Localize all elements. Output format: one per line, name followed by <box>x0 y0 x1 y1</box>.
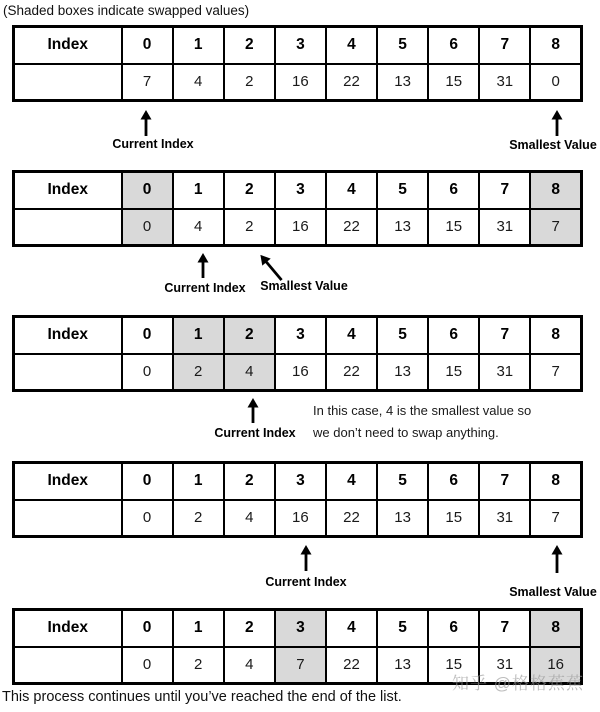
value-cell: 7 <box>530 500 581 537</box>
empty-cell <box>14 209 122 246</box>
index-cell: 4 <box>326 463 377 500</box>
value-cell: 22 <box>326 354 377 391</box>
value-cell: 31 <box>479 500 530 537</box>
index-cell: 5 <box>377 172 428 209</box>
index-header-cell: Index <box>14 317 122 354</box>
value-cell: 16 <box>275 209 326 246</box>
value-cell: 16 <box>275 354 326 391</box>
table-row <box>14 354 582 391</box>
index-cell: 0 <box>122 317 173 354</box>
index-cell: 2 <box>224 27 275 64</box>
smallest-value-label: Smallest Value <box>509 138 597 152</box>
table-row <box>14 463 582 500</box>
value-cell: 13 <box>377 354 428 391</box>
value-cell-swapped: 7 <box>530 209 581 246</box>
value-cell: 16 <box>275 500 326 537</box>
index-cell: 7 <box>479 463 530 500</box>
empty-cell <box>14 647 122 684</box>
value-cell: 4 <box>224 500 275 537</box>
array-table-step-1 <box>12 25 583 102</box>
empty-cell <box>14 500 122 537</box>
index-cell: 3 <box>275 172 326 209</box>
value-cell: 13 <box>377 647 428 684</box>
current-index-label: Current Index <box>265 575 347 589</box>
index-cell: 8 <box>530 317 581 354</box>
index-cell: 7 <box>479 27 530 64</box>
value-cell: 13 <box>377 500 428 537</box>
index-cell: 6 <box>428 27 479 64</box>
value-cell: 0 <box>122 500 173 537</box>
current-index-label: Current Index <box>112 137 194 151</box>
note-line-2: we don’t need to swap anything. <box>313 425 499 440</box>
index-cell: 6 <box>428 172 479 209</box>
array-table-step-4 <box>12 461 583 538</box>
value-cell-swapped: 2 <box>173 354 224 391</box>
index-cell-shaded: 2 <box>224 317 275 354</box>
current-index-label: Current Index <box>164 281 246 295</box>
value-cell: 13 <box>377 64 428 101</box>
array-table-step-2 <box>12 170 583 247</box>
table-row <box>14 610 582 647</box>
value-cell: 2 <box>224 209 275 246</box>
value-cell: 22 <box>326 64 377 101</box>
index-cell: 0 <box>122 27 173 64</box>
value-cell: 0 <box>122 354 173 391</box>
index-cell-shaded: 8 <box>530 610 581 647</box>
value-cell: 15 <box>428 64 479 101</box>
index-cell: 5 <box>377 610 428 647</box>
table-row <box>14 500 582 537</box>
value-cell-swapped: 4 <box>224 354 275 391</box>
index-cell: 5 <box>377 27 428 64</box>
smallest-value-label: Smallest Value <box>509 585 597 599</box>
index-header-cell: Index <box>14 610 122 647</box>
value-cell: 31 <box>479 647 530 684</box>
value-cell: 0 <box>122 647 173 684</box>
note-line-1: In this case, 4 is the smallest value so <box>313 403 532 418</box>
table-row <box>14 172 582 209</box>
watermark: 知乎 @格格蕉蕉 <box>452 674 584 693</box>
index-header-cell: Index <box>14 172 122 209</box>
value-cell: 0 <box>530 64 581 101</box>
index-cell: 1 <box>173 610 224 647</box>
index-cell: 6 <box>428 463 479 500</box>
table-row <box>14 209 582 246</box>
up-arrow-icon <box>299 545 313 571</box>
value-cell: 15 <box>428 647 479 684</box>
index-cell: 7 <box>479 172 530 209</box>
index-cell: 1 <box>173 463 224 500</box>
up-arrow-icon <box>196 253 210 278</box>
value-cell: 15 <box>428 209 479 246</box>
up-arrow-icon <box>550 545 564 573</box>
up-arrow-icon <box>550 110 564 136</box>
index-cell: 4 <box>326 172 377 209</box>
index-cell: 7 <box>479 317 530 354</box>
up-arrow-icon <box>139 110 153 136</box>
value-cell-swapped: 7 <box>275 647 326 684</box>
index-header-cell: Index <box>14 463 122 500</box>
index-cell: 4 <box>326 610 377 647</box>
value-cell: 22 <box>326 647 377 684</box>
empty-cell <box>14 354 122 391</box>
index-cell: 3 <box>275 463 326 500</box>
value-cell-swapped: 16 <box>530 647 581 684</box>
value-cell: 15 <box>428 500 479 537</box>
index-cell: 2 <box>224 463 275 500</box>
value-cell-swapped: 0 <box>122 209 173 246</box>
index-cell: 8 <box>530 27 581 64</box>
index-cell: 6 <box>428 610 479 647</box>
index-cell-shaded: 3 <box>275 610 326 647</box>
index-cell: 4 <box>326 27 377 64</box>
value-cell: 2 <box>173 500 224 537</box>
value-cell: 7 <box>122 64 173 101</box>
index-cell: 2 <box>224 172 275 209</box>
value-cell: 4 <box>173 209 224 246</box>
index-cell: 3 <box>275 317 326 354</box>
value-cell: 16 <box>275 64 326 101</box>
value-cell: 22 <box>326 500 377 537</box>
value-cell: 31 <box>479 209 530 246</box>
index-cell: 1 <box>173 27 224 64</box>
smallest-value-label: Smallest Value <box>260 279 348 293</box>
up-arrow-icon <box>246 398 260 423</box>
index-cell: 4 <box>326 317 377 354</box>
value-cell: 2 <box>173 647 224 684</box>
value-cell: 31 <box>479 354 530 391</box>
index-cell: 3 <box>275 27 326 64</box>
index-cell-shaded: 8 <box>530 172 581 209</box>
index-cell: 5 <box>377 463 428 500</box>
table-row <box>14 27 582 64</box>
value-cell: 22 <box>326 209 377 246</box>
table-row <box>14 317 582 354</box>
footer-text: This process continues until you’ve reached the end of the list. <box>2 689 402 705</box>
current-index-label: Current Index <box>214 426 296 440</box>
index-header-cell: Index <box>14 27 122 64</box>
value-cell: 2 <box>224 64 275 101</box>
index-cell: 2 <box>224 610 275 647</box>
value-cell: 31 <box>479 64 530 101</box>
index-cell: 6 <box>428 317 479 354</box>
array-table-step-3 <box>12 315 583 392</box>
value-cell: 4 <box>173 64 224 101</box>
index-cell-shaded: 0 <box>122 172 173 209</box>
value-cell: 13 <box>377 209 428 246</box>
index-cell: 0 <box>122 610 173 647</box>
index-cell: 5 <box>377 317 428 354</box>
index-cell-shaded: 1 <box>173 317 224 354</box>
index-cell: 1 <box>173 172 224 209</box>
table-row <box>14 64 582 101</box>
index-cell: 0 <box>122 463 173 500</box>
caption-shaded-boxes: (Shaded boxes indicate swapped values) <box>3 3 250 18</box>
index-cell: 7 <box>479 610 530 647</box>
empty-cell <box>14 64 122 101</box>
value-cell: 7 <box>530 354 581 391</box>
value-cell: 4 <box>224 647 275 684</box>
index-cell: 8 <box>530 463 581 500</box>
value-cell: 15 <box>428 354 479 391</box>
